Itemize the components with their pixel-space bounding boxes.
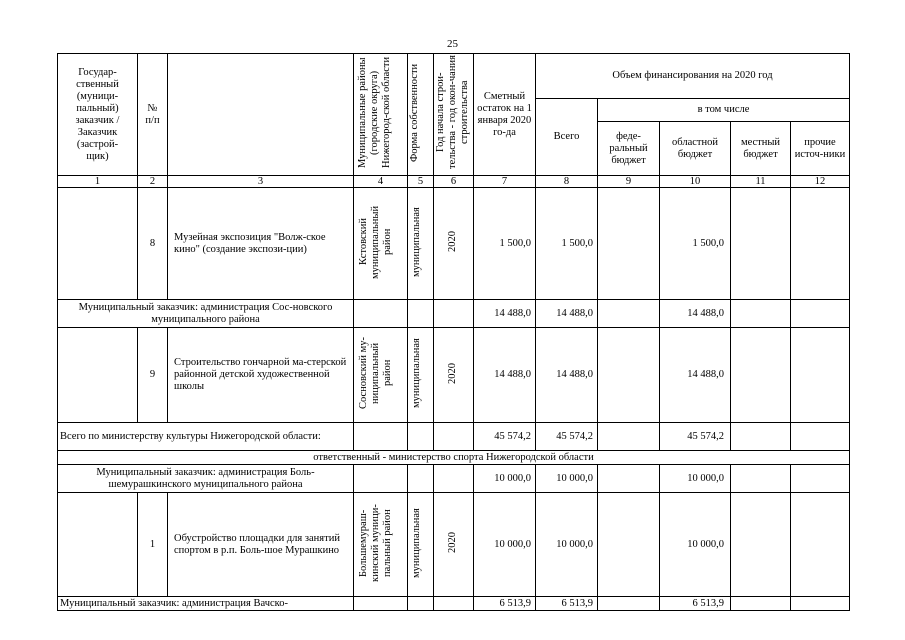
header-ownership: Форма собственности [408,54,434,176]
customer-text: Муниципальный заказчик: администрация Вачско- [58,597,354,611]
estimate-value: 1 500,0 [474,188,536,300]
object-name: Музейная экспозиция "Волж-ское кино" (создание экспози-ции) [168,188,354,300]
total-value: 45 574,2 [536,423,598,451]
estimate-value: 6 513,9 [474,597,536,611]
column-numbers-row [58,176,850,188]
table-row [58,328,850,423]
customer-row [58,300,850,328]
col-number: 1 [58,176,138,188]
header-local: местный бюджет [731,122,791,176]
regional-value: 14 488,0 [660,300,731,328]
row-number: 1 [138,493,168,597]
header-customer: Государ- ственный (муници- пальный) заказчик / Заказчик (застрой- щик) [58,54,138,176]
table-row [58,188,850,300]
header-total: Всего [536,99,598,176]
total-row [58,423,850,451]
customer-row [58,465,850,493]
header-num: № п/п [138,54,168,176]
customer-text: Муниципальный заказчик: администрация Сос-новского муниципального района [58,300,354,328]
district: Большемураш-кинский муници-пальный район [354,493,408,597]
header-regional: областной бюджет [660,122,731,176]
total-value: 14 488,0 [536,328,598,423]
header-volume: Объем финансирования на 2020 год [536,54,850,99]
estimate-value: 10 000,0 [474,465,536,493]
district: Сосновский му-ниципальный район [354,328,408,423]
total-value: 10 000,0 [536,493,598,597]
total-value: 10 000,0 [536,465,598,493]
header-districts: Муниципальные районы (городские округа) Нижегород-ской области [354,54,408,176]
col-number: 9 [598,176,660,188]
header-name [168,54,354,176]
estimate-value: 45 574,2 [474,423,536,451]
table-row [58,493,850,597]
col-number: 7 [474,176,536,188]
object-name: Обустройство площадки для занятий спортом в р.п. Боль-шое Мурашкино [168,493,354,597]
total-text: Всего по министерству культуры Нижегородской области: [58,423,354,451]
total-value: 6 513,9 [536,597,598,611]
year: 2020 [434,328,474,423]
regional-value: 45 574,2 [660,423,731,451]
col-number: 6 [434,176,474,188]
total-value: 1 500,0 [536,188,598,300]
year: 2020 [434,188,474,300]
section-row [58,451,850,465]
district: Кстовский муниципальный район [354,188,408,300]
regional-value: 10 000,0 [660,465,731,493]
ownership: муниципальная [408,493,434,597]
header-other: прочие источ-ники [791,122,850,176]
header-estimate: Сметный остаток на 1 января 2020 го-да [474,54,536,176]
regional-value: 6 513,9 [660,597,731,611]
col-number: 3 [168,176,354,188]
ownership: муниципальная [408,328,434,423]
customer-row [58,597,850,611]
row-number: 9 [138,328,168,423]
estimate-value: 14 488,0 [474,300,536,328]
header-including: в том числе [598,99,850,122]
estimate-value: 10 000,0 [474,493,536,597]
estimate-value: 14 488,0 [474,328,536,423]
object-name: Строительство гончарной ма-стерской районной детской художественной школы [168,328,354,423]
page-number: 25 [447,38,458,50]
ownership: муниципальная [408,188,434,300]
customer-text: Муниципальный заказчик: администрация Боль-шемурашкинского муниципального района [58,465,354,493]
col-number: 12 [791,176,850,188]
col-number: 8 [536,176,598,188]
year: 2020 [434,493,474,597]
col-number: 11 [731,176,791,188]
section-title: ответственный - министерство спорта Нижегородской области [58,451,850,465]
regional-value: 14 488,0 [660,328,731,423]
regional-value: 10 000,0 [660,493,731,597]
financing-table [57,53,850,611]
regional-value: 1 500,0 [660,188,731,300]
col-number: 5 [408,176,434,188]
total-value: 14 488,0 [536,300,598,328]
col-number: 2 [138,176,168,188]
col-number: 10 [660,176,731,188]
col-number: 4 [354,176,408,188]
header-federal: феде-ральный бюджет [598,122,660,176]
header-years: Год начала строи-тельства - год окон-чания строительства [434,54,474,176]
row-number: 8 [138,188,168,300]
